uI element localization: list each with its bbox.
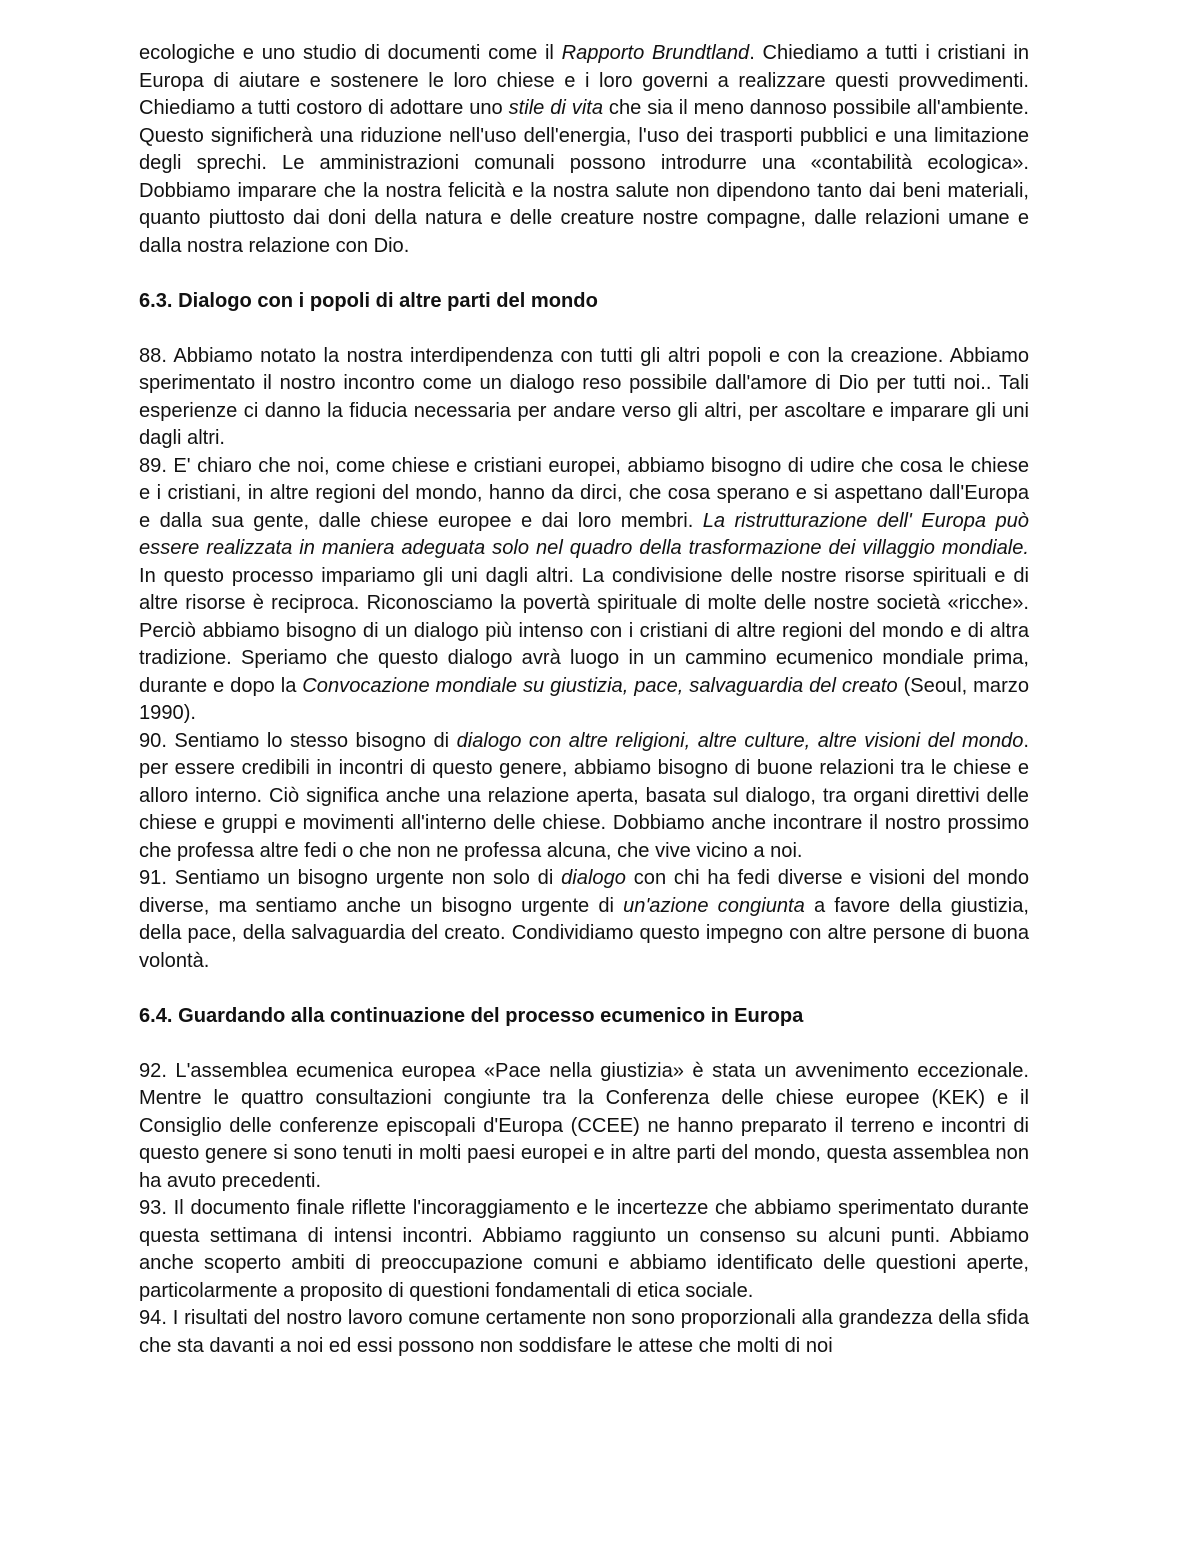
text-run: che sia il meno dannoso possibile all'ambiente. Questo significherà una riduzione nell'uso dell'energia, l'uso dei trasporti pubblici e una limitazione degli sprechi. Le amministrazioni comunali possono introdurre una «contabilità ecologica». Dobbiamo imparare che la nostra felicità e la nostra salute non dipendono tanto dai beni materiali, quanto piuttosto dai doni della natura e delle creature nostre compagne, dalle relazioni umane e dalla nostra relazione con Dio. — [139, 97, 1029, 257]
text-run: a favore della giustizia, della pace, della salvaguardia del creato. Condividiamo questo impegno con altre persone di buona volontà. — [139, 894, 1029, 972]
paragraph-94: 94. I risultati del nostro lavoro comune certamente non sono proporzionali alla grandezza della sfida che sta davanti a noi ed essi possono non soddisfare le attese che molti di noi — [139, 1307, 1029, 1357]
paragraph-89 — [139, 453, 1029, 728]
paragraph-gap — [139, 975, 1029, 1003]
text-run: 89. E' chiaro che noi, come chiese e cristiani europei, abbiamo bisogno di udire che cosa le chiese e i cristiani, in altre regioni del mondo, hanno da dirci, che cosa sperano e si aspettano dall'Europa e dalla sua gente, dalle chiese europee e dai loro membri. — [139, 454, 1029, 532]
italic-run: dialogo con altre religioni, altre culture, altre visioni del mondo — [456, 729, 1024, 752]
italic-run: Rapporto Brundtland — [561, 42, 750, 64]
text-run: 91. Sentiamo un bisogno urgente non solo di — [139, 867, 562, 889]
text-run: ecologiche e uno studio di documenti come il — [139, 42, 562, 64]
paragraph-gap — [139, 315, 1029, 343]
paragraph-gap — [139, 260, 1029, 288]
text-run: 90. Sentiamo lo stesso bisogno di — [139, 729, 457, 752]
italic-run: dialogo — [561, 867, 626, 889]
section-heading-6-4: 6.4. Guardando alla continuazione del processo ecumenico in Europa — [139, 1004, 804, 1027]
section-heading-6-3: 6.3. Dialogo con i popoli di altre parti del mondo — [139, 289, 598, 312]
text-run: . per essere credibili in incontri di questo genere, abbiamo bisogno di buone relazioni tra le chiese e alloro interno. Ciò significa anche una relazione aperta, basata sul dialogo, tra organi direttivi delle chiese e gruppi e movimenti all'interno delle chiese. Dobbiamo anche incontrare il nostro prossimo che professa altre fedi o che non ne professa alcuna, che vive vicino a noi. — [139, 729, 1030, 862]
document-page — [139, 40, 1029, 1360]
paragraph-93: 93. Il documento finale riflette l'incoraggiamento e le incertezze che abbiamo sperimentato durante questa settimana di intensi incontri. Abbiamo raggiunto un consenso su alcuni punti. Abbiamo anche scoperto ambiti di preoccupazione comuni e abbiamo identificato delle questioni aperte, particolarmente a proposito di questioni fondamentali di etica sociale. — [139, 1197, 1029, 1302]
paragraph-intro — [139, 40, 1029, 260]
text-run: In questo processo impariamo gli uni dagli altri. La condivisione delle nostre risorse spirituali e di altre risorse è reciproca. Riconosciamo la povertà spirituale di molte delle nostre società «ricche». Perciò abbiamo bisogno di un dialogo più intenso con i cristiani di altre regioni del mondo e di altra tradizione. Speriamo che questo dialogo avrà luogo in un cammino ecumenico mondiale prima, durante e dopo la — [139, 564, 1029, 697]
paragraph-88: 88. Abbiamo notato la nostra interdipendenza con tutti gli altri popoli e con la creazione. Abbiamo sperimentato il nostro incontro come un dialogo reso possibile dall'amore di Dio per tutti noi.. Tali esperienze ci danno la fiducia necessaria per andare verso gli altri, per ascoltare e imparare gli uni dagli altri. — [139, 344, 1029, 449]
paragraph-90 — [139, 728, 1029, 866]
italic-run: La ristrutturazione dell' Europa può essere realizzata in maniera adeguata solo nel quadro della trasformazione dei villaggio mondiale. — [139, 509, 1029, 559]
italic-run: un'azione congiunta — [623, 894, 805, 917]
paragraph-91 — [139, 865, 1029, 975]
text-run: (Seoul, marzo 1990). — [139, 674, 1029, 724]
text-run: . Chiediamo a tutti i cristiani in Europa di aiutare e sostenere le loro chiese e i loro governi a realizzare questi provvedimenti. Chiediamo a tutti costoro di adottare uno — [139, 42, 1029, 119]
text-run: con chi ha fedi diverse e visioni del mondo diverse, ma sentiamo anche un bisogno urgente di — [139, 867, 1029, 917]
paragraph-gap — [139, 1030, 1029, 1058]
italic-run: stile di vita — [508, 97, 604, 119]
italic-run: Convocazione mondiale su giustizia, pace, salvaguardia del creato — [302, 674, 898, 697]
paragraph-92: 92. L'assemblea ecumenica europea «Pace nella giustizia» è stata un avvenimento eccezionale. Mentre le quattro consultazioni congiunte tra la Conferenza delle chiese europee (KEK) e il Consiglio delle conferenze episcopali d'Europa (CCEE) ne hanno preparato il terreno e incontri di questo genere si sono tenuti in molti paesi europei e in altre parti del mondo, questa assemblea non ha avuto precedenti. — [139, 1059, 1029, 1192]
